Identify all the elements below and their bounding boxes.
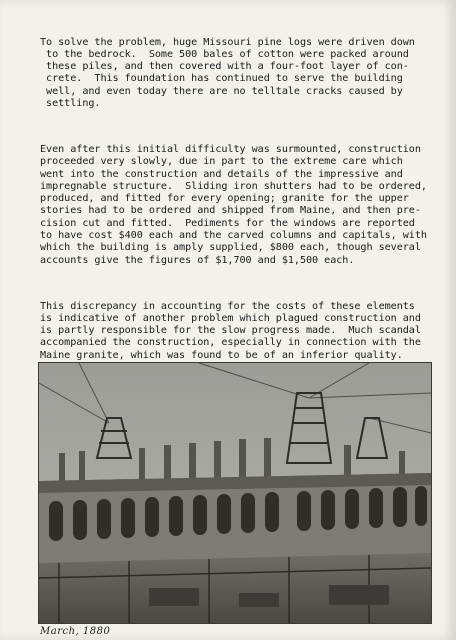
paragraph-construction: Even after this initial difficulty was surmounted, construction proceeded very slowly, due in part to the extreme care which went into the construction and details of the impressive and impregnable structure. Sliding iron shutters had to be ordered, produced, and fitted for every opening; granite for the upper stories had to be ordered and shipped from Maine, and then pre- cision cut and fitted. Pediments for the windows are reported to have cost $400 each and the carved columns and capitals, with which the building is amply supplied, $800 each, though several accounts give the figures of $1,700 and $1,500 each.	[40, 143, 427, 266]
paragraph-scandal: This discrepancy in accounting for the costs of these elements is indicative of another problem which plagued construction and is partly responsible for the slow progress made. Much scandal accompanied the construction, especially in connection with the Maine granite, which was found to be of an inferior quality.	[40, 300, 421, 361]
construction-photo	[38, 362, 432, 624]
paragraph-foundation: To solve the problem, huge Missouri pine logs were driven down to the bedrock. Some 500 bales of cotton were packed around these piles, and then covered with a four-foot layer of con- crete. This foundation has continued to serve the building well, and even today there are no telltale cracks caused by settling.	[40, 36, 415, 110]
photo-caption: March, 1880	[40, 626, 111, 637]
